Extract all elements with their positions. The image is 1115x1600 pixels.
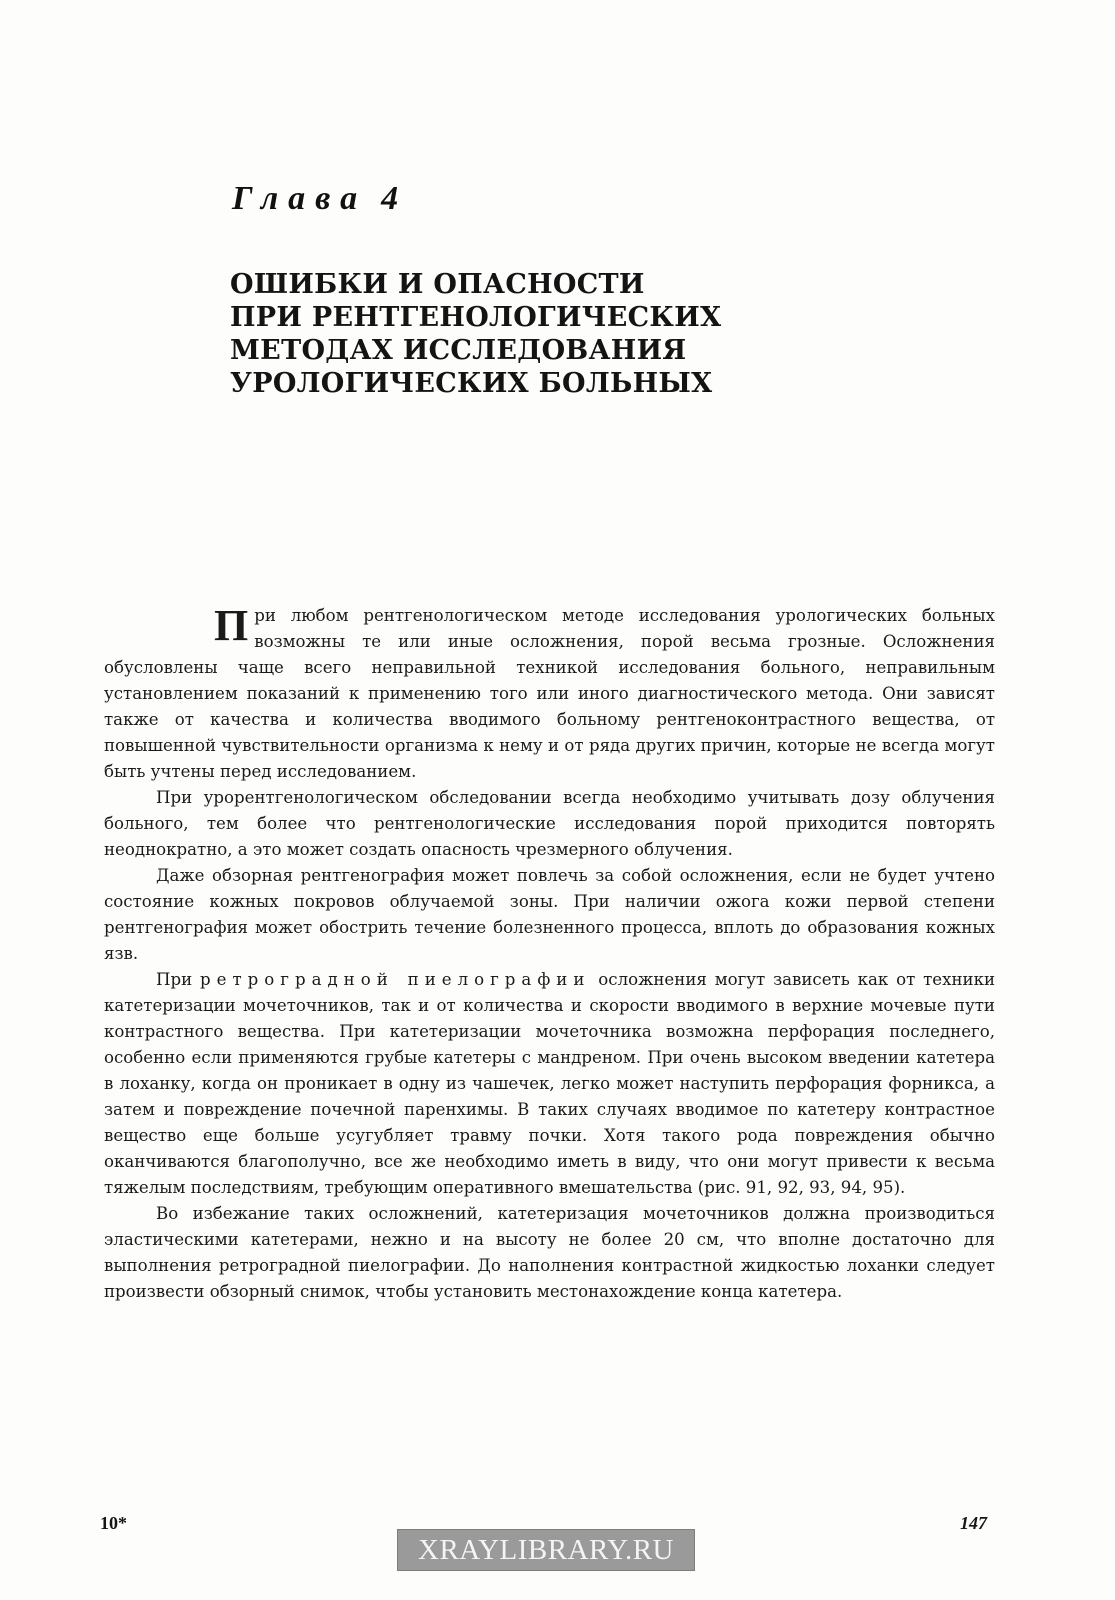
watermark: XRAYLIBRARY.RU — [397, 1529, 695, 1571]
chapter-number: 4 — [381, 180, 399, 217]
paragraph-3: Даже обзорная рентгенография может повлечь за собой осложнения, если не будет учтено состояние кожных покровов облучаемой зоны. При наличии ожога кожи первой степени рентгенография может обострить течение болезненного процесса, вплоть до образования кожных язв. — [104, 866, 995, 963]
paragraph-5: Во избежание таких осложнений, катетеризация мочеточников должна производиться эластическими катетерами, нежно и на высоту не более 20 см, что вполне достаточно для выполнения ретроградной пиелографии. До наполнения контрастной жидкостью лоханки следует произвести обзорный снимок, чтобы установить местонахождение конца катетера. — [104, 1204, 995, 1301]
body-text — [104, 603, 995, 1305]
paragraph-1-text: ри любом рентгенологическом методе исследования урологических больных возможны те или иные осложнения, порой весьма грозные. Осложнения обусловлены чаще всего неправильной техникой исследования больного, неправильным установлением показаний к применению того или иного диагностического метода. Они зависят также от качества и количества вводимого больному рентгеноконтрастного вещества, от повышенной чувствительности организма к нему и от ряда других причин, которые не всегда могут быть учтены перед исследованием. — [104, 606, 995, 781]
chapter-word: Глава — [232, 180, 368, 217]
paragraph-1 — [104, 603, 995, 785]
page-number: 147 — [960, 1513, 987, 1533]
paragraph-4 — [104, 967, 995, 1201]
paragraph-2: При урорентгенологическом обследовании всегда необходимо учитывать дозу облучения больного, тем более что рентгенологические исследования порой приходится повторять неоднократно, а это может создать опасность чрезмерного облучения. — [104, 788, 995, 859]
chapter-title-line: МЕТОДАХ ИССЛЕДОВАНИЯ — [230, 335, 687, 366]
chapter-title-line: ОШИБКИ И ОПАСНОСТИ — [230, 269, 645, 300]
paragraph-4-lead: При — [156, 970, 193, 989]
paragraph-4-text: осложнения могут зависеть как от техники катетеризации мочеточников, так и от количества и скорости вводимого в верхние мочевые пути контрастного вещества. При катетеризации мочеточника возможна перфорация последнего, особенно если применяются грубые катетеры с мандреном. При очень высоком введении катетера в лоханку, когда он проникает в одну из чашечек, легко может наступить перфорация форникса, а затем и повреждение почечной паренхимы. В таких случаях вводимое по катетеру контрастное вещество еще больше усугубляет травму почки. Хотя такого рода повреждения обычно оканчиваются благополучно, все же необходимо иметь в виду, что они могут привести к весьма тяжелым последствиям, требующим оперативного вмешательства (рис. 91, 92, 93, 94, 95). — [104, 970, 996, 1197]
chapter-title-line: ПРИ РЕНТГЕНОЛОГИЧЕСКИХ — [230, 302, 722, 333]
chapter-title — [230, 268, 830, 400]
chapter-label — [232, 180, 398, 218]
drop-cap: П — [214, 601, 249, 650]
chapter-title-line: УРОЛОГИЧЕСКИХ БОЛЬНЫХ — [230, 368, 713, 399]
spaced-term: ретроградной пиелографии — [200, 970, 591, 989]
signature-mark: 10* — [100, 1513, 127, 1533]
